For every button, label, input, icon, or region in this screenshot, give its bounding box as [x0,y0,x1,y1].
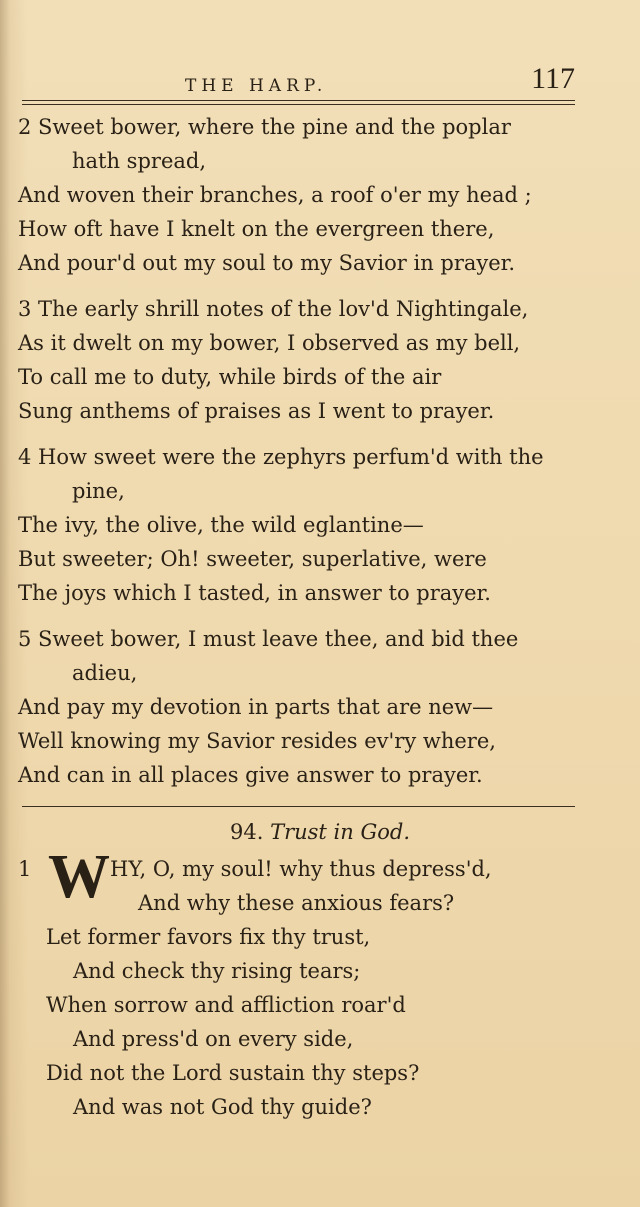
verse-line: And pour'd out my soul to my Savior in prayer. [18,251,516,275]
verse-line: And why these anxious fears? [138,891,455,915]
verse-line: When sorrow and affliction roar'd [46,993,406,1017]
section-rule [22,806,575,807]
verse-line: 5 Sweet bower, I must leave thee, and bid thee [18,627,519,651]
hymn-number: 94. [229,820,264,844]
verse-line: The joys which I tasted, in answer to prayer. [18,581,491,605]
stanza-5 [18,622,583,792]
verse-line: And check thy rising tears; [73,959,361,983]
verse-line: 3 The early shrill notes of the lov'd Nightingale, [18,297,529,321]
verse-line: To call me to duty, while birds of the air [18,365,442,389]
running-head: THE HARP. [185,76,328,96]
hymn-94-text [18,843,583,1124]
hymn-93-text [18,110,583,804]
stanza-3 [18,292,583,428]
verse-line: Well knowing my Savior resides ev'ry where, [18,729,496,753]
verse-line: pine, [72,479,125,503]
verse-line: Did not the Lord sustain thy steps? [46,1061,420,1085]
verse-line: And woven their branches, a roof o'er my head ; [18,183,532,207]
verse-line: 2 Sweet bower, where the pine and the poplar [18,115,511,139]
verse-line: Sung anthems of praises as I went to prayer. [18,399,495,423]
hymn-94-heading [0,820,640,844]
verse-line: HY, O, my soul! why thus depress'd, [110,857,492,881]
verse-line: How oft have I knelt on the evergreen there, [18,217,495,241]
drop-cap: W [48,843,110,911]
header-rule [22,100,575,105]
verse-line: hath spread, [72,149,207,173]
verse-line: As it dwelt on my bower, I observed as my bell, [18,331,521,355]
verse-line: And was not God thy guide? [73,1095,372,1119]
verse-line: And can in all places give answer to prayer. [18,763,483,787]
verse-line: And pay my devotion in parts that are new— [18,695,494,719]
verse-line: Let former favors fix thy trust, [46,925,371,949]
verse-line: But sweeter; Oh! sweeter, superlative, were [18,547,487,571]
stanza-2 [18,110,583,280]
verse-line: adieu, [72,661,138,685]
verse-line: The ivy, the olive, the wild eglantine— [18,513,424,537]
hymn-title: Trust in God. [270,820,410,844]
stanza-4 [18,440,583,610]
page-header [20,62,575,98]
page-number: 117 [531,62,575,95]
verse-line: 4 How sweet were the zephyrs perfum'd with the [18,445,544,469]
stanza-number: 1 [18,857,32,881]
verse-line: And press'd on every side, [73,1027,354,1051]
